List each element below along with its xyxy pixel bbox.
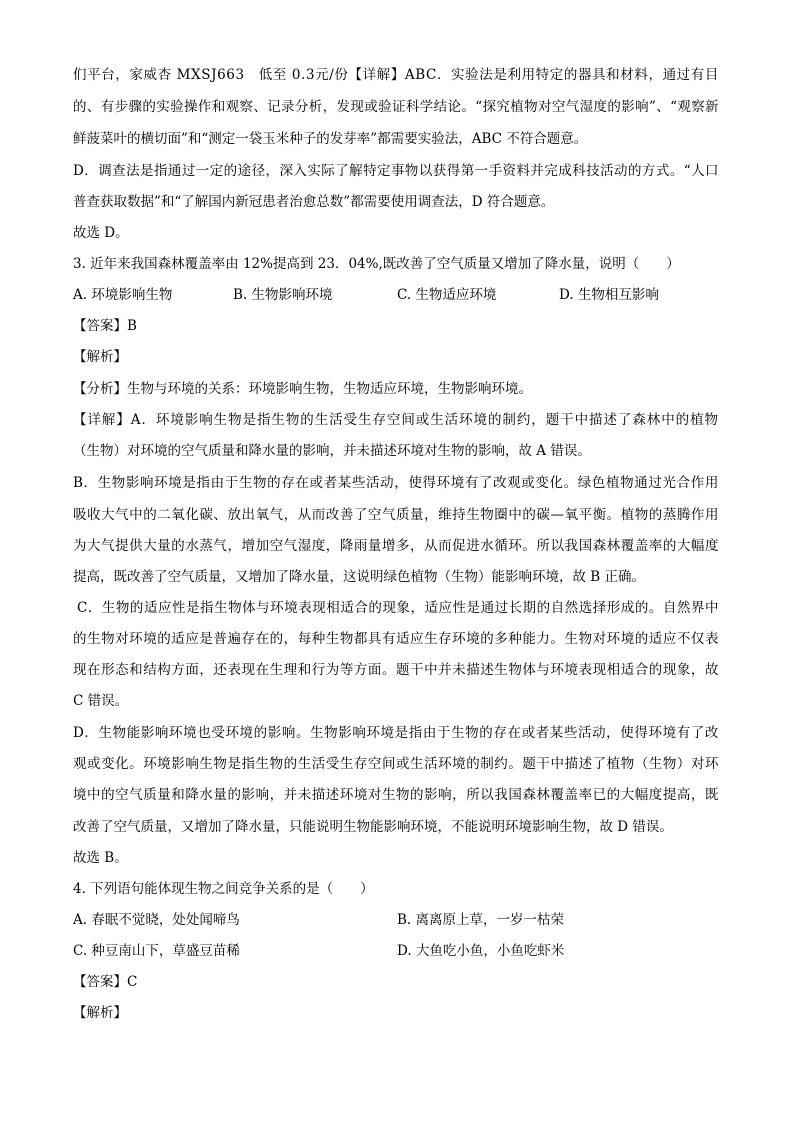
q3-analysis-label: 【解析】 bbox=[73, 349, 127, 365]
q3-detail-b-line: 为大气提供大量的水蒸气，增加空气湿度，降雨量增多，从而促进水循环。所以我国森林覆盖率的大幅度 bbox=[73, 538, 719, 554]
q3-option-a: A. 环境影响生物 bbox=[73, 287, 173, 303]
q4-option-d: D. 大鱼吃小鱼，小鱼吃虾米 bbox=[397, 943, 565, 959]
q4-answer: 【答案】C bbox=[73, 974, 138, 990]
q2-detail-d-line: 普查获取数据”和“了解国内新冠患者治愈总数”都需要使用调查法，D 符合题意。 bbox=[73, 194, 555, 210]
q3-detail-b-line: B．生物影响环境是指由于生物的存在或者某些活动，使得环境有了改观或变化。绿色植物通过光合作用 bbox=[73, 475, 719, 491]
q3-detail-c-line: 的生物对环境的适应是普遍存在的，每种生物都具有适应生存环境的多种能力。生物对环境的适应不仅表 bbox=[73, 631, 719, 647]
q3-option-b: B. 生物影响环境 bbox=[233, 287, 333, 303]
q3-conclusion: 故选 B。 bbox=[73, 850, 128, 866]
q4-option-a: A. 春眠不觉晓，处处闻啼鸟 bbox=[73, 912, 240, 928]
q3-detail-d-line: 境中的空气质量和降水量的影响，并未描述环境对生物的影响，所以我国森林覆盖率已的大幅度提高，既 bbox=[73, 787, 719, 803]
q3-detail-a-line: 【详解】A．环境影响生物是指生物的生活受生存空间或生活环境的制约，题干中描述了森林中的植物 bbox=[73, 412, 719, 428]
q3-stem: 3. 近年来我国森林覆盖率由 12%提高到 23．04%,既改善了空气质量又增加了降水量，说明（ ） bbox=[73, 256, 680, 272]
q4-analysis-label: 【解析】 bbox=[73, 1005, 127, 1021]
q3-detail-d-line: 观或变化。环境影响生物是指生物的生活受生存空间或生活环境的制约。题干中描述了植物（生物）对环 bbox=[73, 756, 719, 772]
q3-detail-c-line: C 错误。 bbox=[73, 693, 129, 709]
q3-option-d: D. 生物相互影响 bbox=[559, 287, 659, 303]
q3-detail-b-line: 吸收大气中的二氧化碳、放出氧气，从而改善了空气质量，维持生物圈中的碳—氧平衡。植物的蒸腾作用 bbox=[73, 507, 719, 523]
q2-detail-abc-line: 的、有步骤的实验操作和观察、记录分析，发现或验证科学结论。“探究植物对空气湿度的影响”、“观察新 bbox=[73, 99, 719, 115]
q3-analysis: 【分析】生物与环境的关系：环境影响生物，生物适应环境，生物影响环境。 bbox=[73, 381, 532, 397]
q2-detail-d-line: D．调查法是指通过一定的途径，深入实际了解特定事物以获得第一手资料并完成科技活动的方式。“人口 bbox=[73, 163, 719, 179]
q4-stem: 4. 下列语句能体现生物之间竞争关系的是（ ） bbox=[73, 881, 374, 897]
q4-option-c: C. 种豆南山下，草盛豆苗稀 bbox=[73, 943, 240, 959]
q3-detail-b-line: 提高，既改善了空气质量，又增加了降水量，这说明绿色植物（生物）能影响环境，故 B 正确。 bbox=[73, 569, 646, 585]
q3-option-c: C. 生物适应环境 bbox=[397, 287, 497, 303]
q2-conclusion: 故选 D。 bbox=[73, 225, 129, 241]
q4-option-b: B. 离离原上草，一岁一枯荣 bbox=[397, 912, 565, 928]
q3-detail-c-line: 现在形态和结构方面，还表现在生理和行为等方面。题干中并未描述生物体与环境表现相适合的现象，故 bbox=[73, 662, 719, 678]
q3-detail-a-line: （生物）对环境的空气质量和降水量的影响，并未描述环境对生物的影响，故 A 错误。 bbox=[73, 443, 591, 459]
q3-answer: 【答案】B bbox=[73, 318, 137, 334]
q2-detail-abc-line: 们平台，家威杏 MXSJ663 低至 0.3元/份【详解】ABC．实验法是利用特定的器具和材料，通过有目 bbox=[73, 67, 719, 83]
q3-detail-d-line: 改善了空气质量，又增加了降水量，只能说明生物能影响环境，不能说明环境影响生物，故 D 错误。 bbox=[73, 819, 673, 835]
q3-detail-c-line: C．生物的适应性是指生物体与环境表现相适合的现象，适应性是通过长期的自然选择形成的。自然界中 bbox=[77, 600, 719, 616]
q2-detail-abc-line: 鲜菠菜叶的横切面”和“测定一袋玉米种子的发芽率”都需要实验法，ABC 不符合题意。 bbox=[73, 131, 588, 147]
q3-detail-d-line: D．生物能影响环境也受环境的影响。生物影响环境是指由于生物的存在或者某些活动，使得环境有了改 bbox=[73, 725, 719, 741]
